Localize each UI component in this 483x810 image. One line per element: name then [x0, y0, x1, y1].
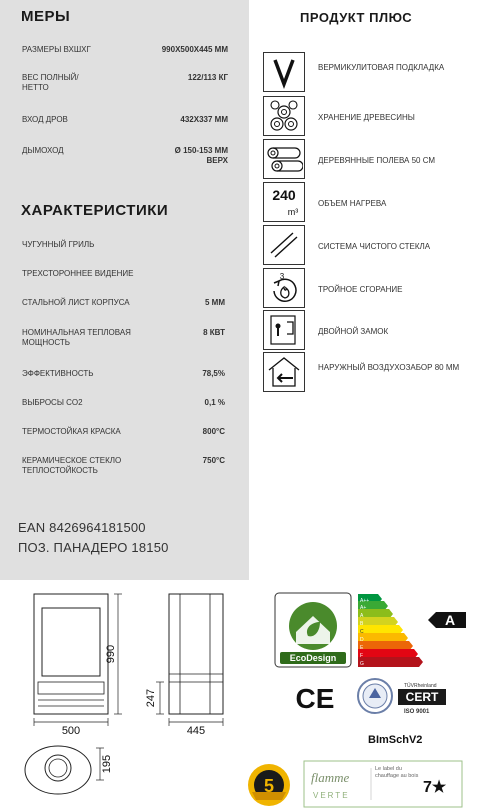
product-plus-label: НАРУЖНЫЙ ВОЗДУХОЗАБОР 80 ММ [318, 363, 460, 372]
double-lock-icon [263, 310, 305, 350]
spec-label: ДЫМОХОД [22, 146, 64, 155]
energy-scale-label: A [360, 613, 364, 619]
char-value: 750°C [202, 456, 225, 465]
spec-label: РАЗМЕРЫ ВХШХГ [22, 45, 91, 54]
product-plus-label: ДЕРЕВЯННЫЕ ПОЛЕВА 50 СМ [318, 156, 436, 165]
spec-value: 432Х337 ММ [180, 115, 228, 124]
energy-scale-label: F [360, 653, 364, 659]
triple-combustion-icon [263, 268, 305, 308]
outdoor-air-intake-icon [263, 352, 305, 392]
heating-volume-icon [263, 182, 305, 222]
height-dimension: 990 [105, 644, 117, 664]
technical-drawings [14, 588, 244, 810]
product-plus-label: ДВОЙНОЙ ЗАМОК [318, 327, 389, 336]
bimschv-label: BImSchV2 [368, 734, 423, 746]
char-value: 5 ММ [205, 298, 225, 307]
energy-class: A [444, 612, 456, 628]
flue-offset-dimension: 195 [101, 754, 113, 774]
spec-value: 990Х500Х445 ММ [161, 45, 228, 54]
ecodesign-label: EcoDesign [289, 653, 337, 663]
energy-scale-label: G [360, 661, 364, 667]
wood-logs-icon [263, 139, 305, 179]
flamme-note: Le label du chauffage au bois [375, 766, 419, 779]
inlet-height-dimension: 247 [145, 688, 157, 708]
depth-dimension: 445 [186, 725, 206, 737]
spec-value-secondary: ВЕРХ [206, 156, 228, 165]
spec-label: ВХОД ДРОВ [22, 115, 68, 124]
tuv-brand: TÜVRheinland [404, 683, 437, 689]
char-label: ТРЕХСТОРОННЕЕ ВИДЕНИЕ [22, 269, 134, 278]
ce-mark [290, 680, 340, 714]
specs-title: МЕРЫ [21, 8, 71, 25]
product-plus-label: ХРАНЕНИЕ ДРЕВЕСИНЫ [318, 113, 415, 122]
heating-volume-unit: m³ [287, 207, 299, 217]
char-label: КЕРАМИЧЕСКОЕ СТЕКЛО ТЕПЛОСТОЙКОСТЬ [22, 456, 122, 475]
flamme-verte-badge [303, 760, 463, 808]
ecodesign-badge [274, 592, 352, 668]
spec-value: 122/113 КГ [187, 73, 228, 82]
tuv-iso: ISO 9001 [404, 709, 430, 715]
char-label: ЧУГУННЫЙ ГРИЛЬ [22, 240, 95, 249]
energy-scale-label: E [360, 645, 364, 651]
product-plus-label: СИСТЕМА ЧИСТОГО СТЕКЛА [318, 242, 431, 251]
width-dimension: 500 [61, 725, 81, 737]
tuv-cert-badge [356, 676, 448, 716]
char-label: НОМИНАЛЬНАЯ ТЕПЛОВАЯ МОЩНОСТЬ [22, 328, 131, 347]
char-label: ЭФФЕКТИВНОСТЬ [22, 369, 94, 378]
position-code: ПОЗ. ПАНАДЕРО 18150 [18, 540, 169, 555]
characteristics-title: ХАРАКТЕРИСТИКИ [21, 202, 169, 219]
product-plus-label: ТРОЙНОЕ СГОРАНИЕ [318, 285, 403, 294]
energy-scale-label: B [360, 621, 364, 627]
vermiculite-v-icon [263, 52, 305, 92]
front-view-drawing [34, 594, 122, 737]
char-label: ТЕРМОСТОЙКАЯ КРАСКА [22, 427, 121, 436]
energy-scale-label: A++ [360, 598, 370, 604]
char-value: 0,1 % [204, 398, 225, 407]
spec-label: ВЕС ПОЛНЫЙ/ НЕТТО [22, 73, 79, 92]
heating-volume-number: 240 [272, 187, 296, 203]
verte-label: VERTE [313, 791, 350, 800]
tuv-cert: CERT [405, 690, 439, 704]
product-plus-title: ПРОДУКТ ПЛЮС [300, 10, 413, 25]
product-plus-label: ОБЪЕМ НАГРЕВА [318, 199, 387, 208]
energy-label [356, 592, 468, 668]
flamme-stars: 7★ [423, 779, 447, 796]
flamme-label: flamme [311, 770, 350, 785]
top-view-drawing [25, 746, 113, 794]
triple-combustion-number: 3 [279, 272, 285, 281]
warranty-badge [246, 762, 292, 808]
specs-panel [0, 0, 249, 580]
energy-scale-label: C [360, 629, 364, 635]
energy-scale [358, 594, 423, 667]
clean-glass-icon [263, 225, 305, 265]
char-value: 800°C [202, 427, 225, 436]
side-view-drawing [145, 594, 223, 737]
char-label: ВЫБРОСЫ CO2 [22, 398, 83, 407]
char-label: СТАЛЬНОЙ ЛИСТ КОРПУСА [22, 298, 130, 307]
char-value: 78,5% [202, 369, 225, 378]
energy-scale-label: D [360, 637, 364, 643]
warranty-years: 5 [263, 776, 275, 796]
energy-scale-label: A+ [360, 605, 367, 611]
char-value: 8 КВТ [203, 328, 225, 337]
wood-storage-icon [263, 96, 305, 136]
ean-code: EAN 8426964181500 [18, 520, 146, 535]
ce-label: CE [295, 683, 335, 714]
product-plus-label: ВЕРМИКУЛИТОВАЯ ПОДКЛАДКА [318, 63, 445, 72]
spec-value: Ø 150-153 ММ [174, 146, 228, 155]
